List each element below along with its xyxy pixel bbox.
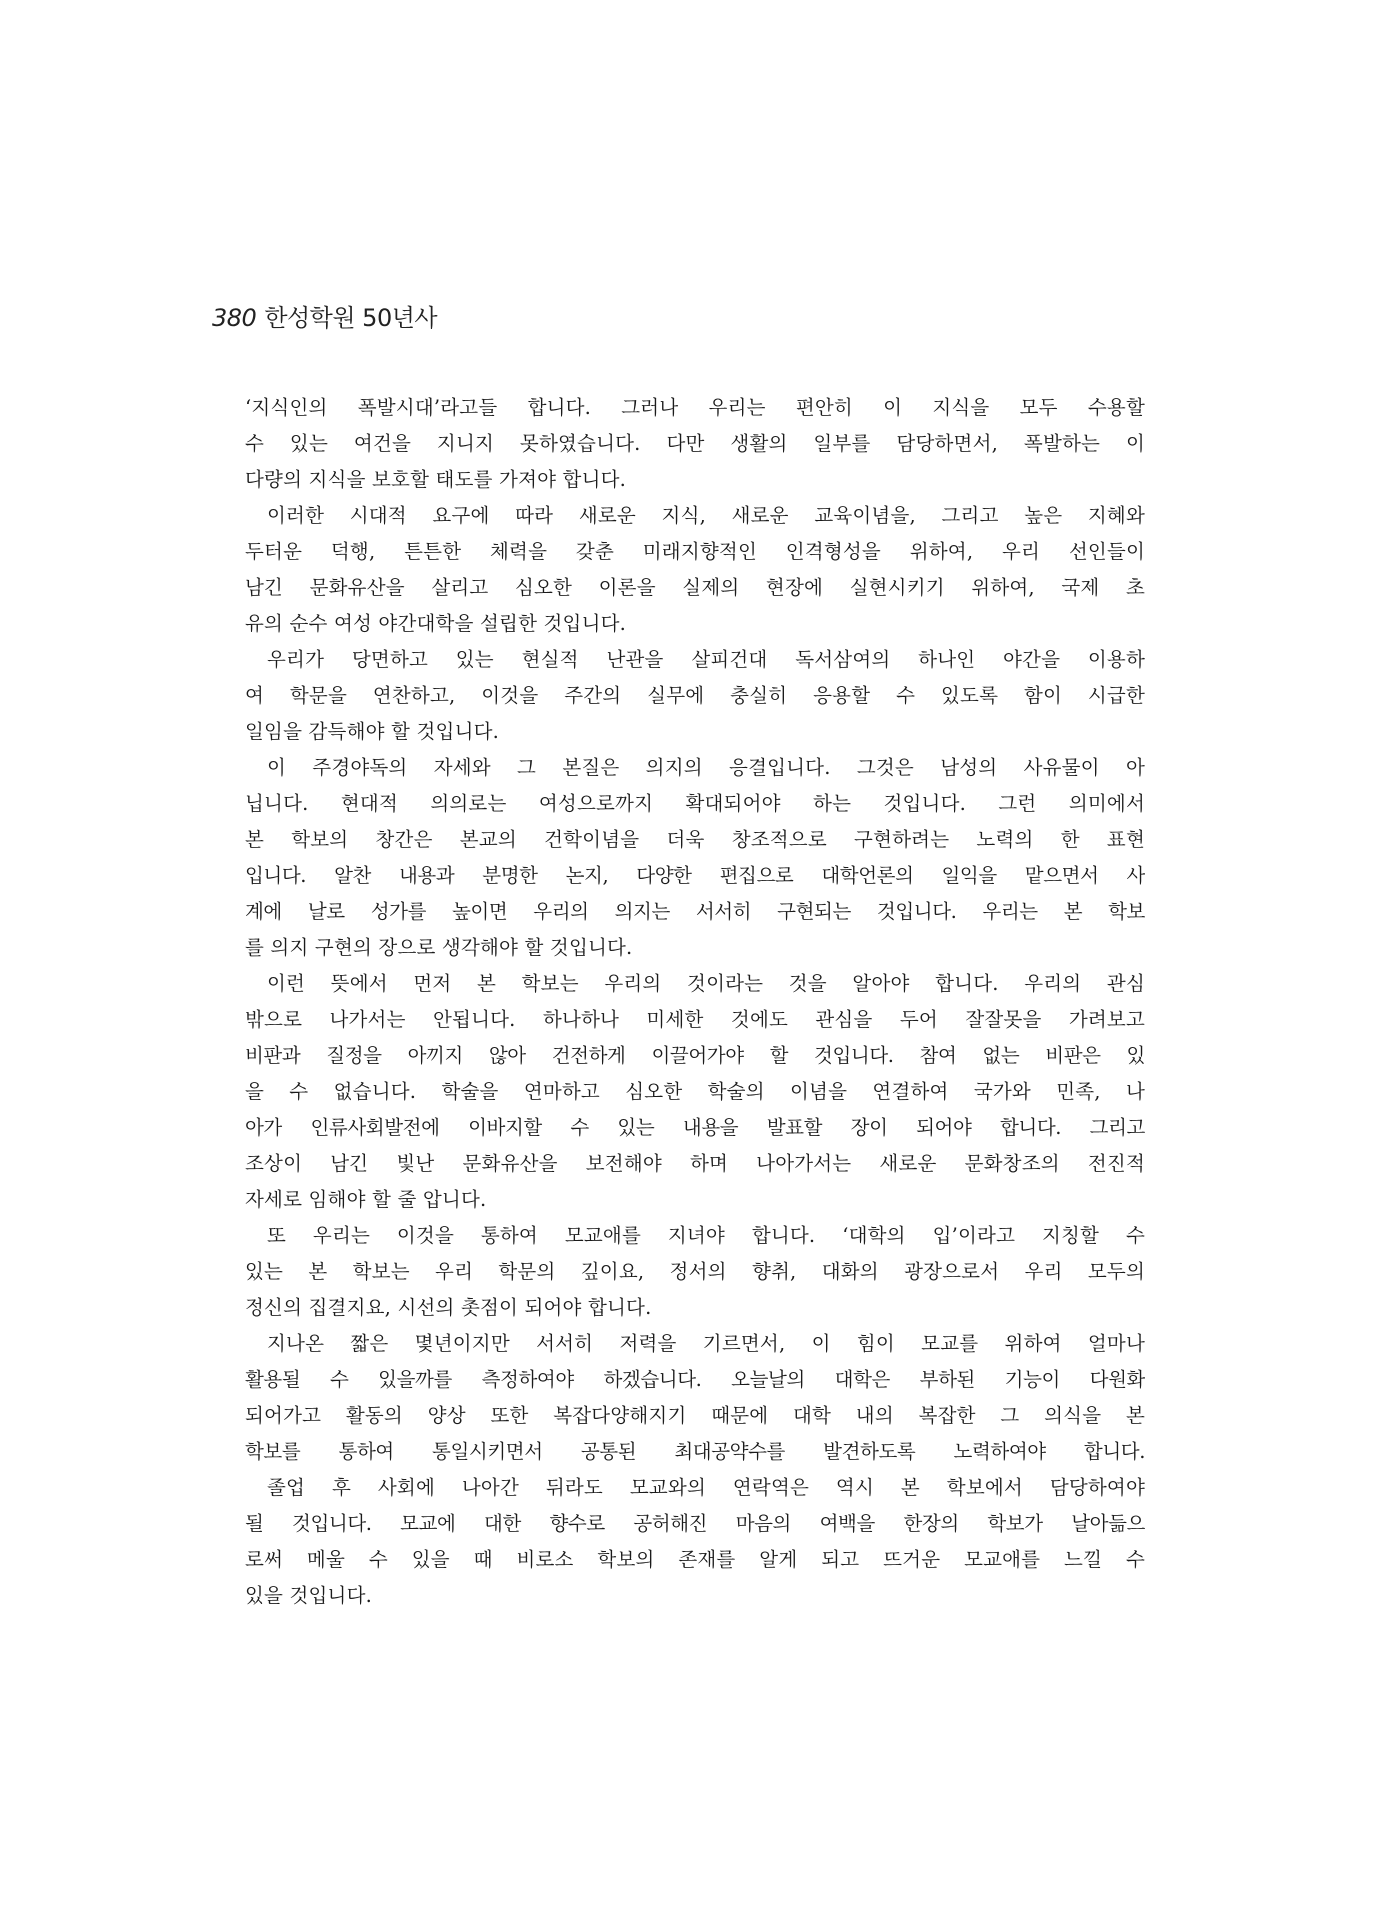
text-line: 을 수 없습니다. 학술을 연마하고 심오한 학술의 이념을 연결하여 국가와 민족, 나 xyxy=(245,1080,1145,1103)
text-line: 있는 본 학보는 우리 학문의 깊이요, 정서의 향취, 대화의 광장으로서 우리 모두의 xyxy=(245,1260,1145,1283)
text-line: 를 의지 구현의 장으로 생각해야 할 것입니다. xyxy=(245,936,633,959)
text-line: 이 주경야독의 자세와 그 본질은 의지의 응결입니다. 그것은 남성의 사유물이 아 xyxy=(267,756,1145,779)
text-line: 아가 인류사회발전에 이바지할 수 있는 내용을 발표할 장이 되어야 합니다. 그리고 xyxy=(245,1116,1145,1139)
text-line: 학보를 통하여 통일시키면서 공통된 최대공약수를 발견하도록 노력하여야 합니다. xyxy=(245,1440,1145,1463)
text-line: 지나온 짧은 몇년이지만 서서히 저력을 기르면서, 이 힘이 모교를 위하여 얼마나 xyxy=(267,1332,1145,1355)
text-line: 될 것입니다. 모교에 대한 향수로 공허해진 마음의 여백을 한장의 학보가 날아듦으 xyxy=(245,1512,1145,1535)
text-line: 비판과 질정을 아끼지 않아 건전하게 이끌어가야 할 것입니다. 참여 없는 비판은 있 xyxy=(245,1044,1145,1067)
text-line: 남긴 문화유산을 살리고 심오한 이론을 실제의 현장에 실현시키기 위하여, 국제 초 xyxy=(245,576,1145,599)
text-line: 우리가 당면하고 있는 현실적 난관을 살피건대 독서삼여의 하나인 야간을 이용하 xyxy=(267,648,1145,671)
text-line: 본 학보의 창간은 본교의 건학이념을 더욱 창조적으로 구현하려는 노력의 한 표현 xyxy=(245,828,1145,851)
text-line: 계에 날로 성가를 높이면 우리의 의지는 서서히 구현되는 것입니다. 우리는 본 학보 xyxy=(245,900,1145,923)
text-line: 조상이 남긴 빛난 문화유산을 보전해야 하며 나아가서는 새로운 문화창조의 전진적 xyxy=(245,1152,1145,1175)
text-line: 여 학문을 연찬하고, 이것을 주간의 실무에 충실히 응용할 수 있도록 함이 시급한 xyxy=(245,684,1145,707)
text-line: 자세로 임해야 할 줄 압니다. xyxy=(245,1188,487,1211)
page-number: 380 xyxy=(212,304,257,332)
text-line: 있을 것입니다. xyxy=(245,1584,373,1607)
text-line: 이런 뜻에서 먼저 본 학보는 우리의 것이라는 것을 알아야 합니다. 우리의 관심 xyxy=(267,972,1145,995)
text-line: 활용될 수 있을까를 측정하여야 하겠습니다. 오늘날의 대학은 부하된 기능이 다원화 xyxy=(245,1368,1145,1391)
text-line: 일임을 감득해야 할 것입니다. xyxy=(245,720,500,743)
text-line: 다량의 지식을 보호할 태도를 가져야 합니다. xyxy=(245,468,627,491)
text-line: 졸업 후 사회에 나아간 뒤라도 모교와의 연락역은 역시 본 학보에서 담당하여야 xyxy=(267,1476,1145,1499)
text-line: 입니다. 알찬 내용과 분명한 논지, 다양한 편집으로 대학언론의 일익을 맡으면서 사 xyxy=(245,864,1145,887)
text-line: 밖으로 나가서는 안됩니다. 하나하나 미세한 것에도 관심을 두어 잘잘못을 가려보고 xyxy=(245,1008,1145,1031)
running-header xyxy=(212,298,437,333)
text-line: 두터운 덕행, 튼튼한 체력을 갖춘 미래지향적인 인격형성을 위하여, 우리 선인들이 xyxy=(245,540,1145,563)
text-line: 닙니다. 현대적 의의로는 여성으로까지 확대되어야 하는 것입니다. 그런 의미에서 xyxy=(245,792,1145,815)
text-line: 되어가고 활동의 양상 또한 복잡다양해지기 때문에 대학 내의 복잡한 그 의식을 본 xyxy=(245,1404,1145,1427)
body-text xyxy=(245,390,1145,1614)
book-title: 한성학원 50년사 xyxy=(264,304,438,332)
text-line: ‘지식인의 폭발시대’라고들 합니다. 그러나 우리는 편안히 이 지식을 모두 수용할 xyxy=(245,396,1145,419)
text-line: 또 우리는 이것을 통하여 모교애를 지녀야 합니다. ‘대학의 입’이라고 지칭할 수 xyxy=(267,1224,1145,1247)
text-line: 정신의 집결지요, 시선의 촛점이 되어야 합니다. xyxy=(245,1296,652,1319)
text-line: 수 있는 여건을 지니지 못하였습니다. 다만 생활의 일부를 담당하면서, 폭발하는 이 xyxy=(245,432,1145,455)
text-line: 로써 메울 수 있을 때 비로소 학보의 존재를 알게 되고 뜨거운 모교애를 느낄 수 xyxy=(245,1548,1145,1571)
text-line: 이러한 시대적 요구에 따라 새로운 지식, 새로운 교육이념을, 그리고 높은 지혜와 xyxy=(267,504,1145,527)
text-line: 유의 순수 여성 야간대학을 설립한 것입니다. xyxy=(245,612,627,635)
